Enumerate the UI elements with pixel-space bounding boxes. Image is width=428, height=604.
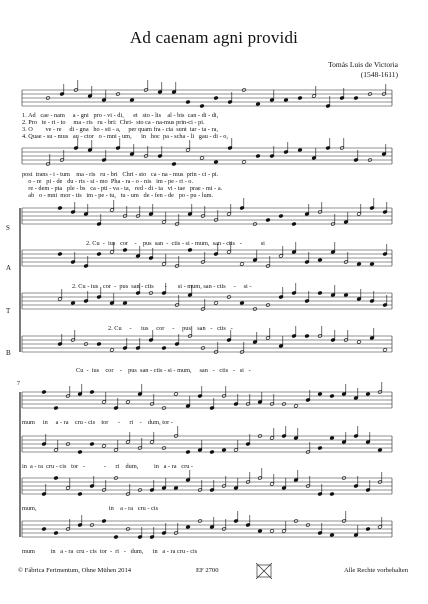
system2-lyric-soprano: mum in a - ra cru - cis tor - ri - dum, tor - xyxy=(22,419,173,426)
rights-notice: Alle Rechte vorbehalten xyxy=(344,567,409,574)
system2-lyric-tenor: mum, in a - ra cru - cis xyxy=(22,505,159,512)
catalog-number: EF 2700 xyxy=(196,567,219,574)
voice-label-soprano: S xyxy=(6,224,10,232)
system1-lyric-tenor: 2. Cu - ius cor - pus san - ctis - xyxy=(108,325,233,332)
system2-lyric-bass: mum in a - ra cru - cis tor - ri - dum, in a - ra cru - cis xyxy=(22,548,198,555)
measure-number: 7 xyxy=(17,381,20,387)
chant-verse-2b: o - re pi - de du - ris - si - mo Pha - ra - o - nis im - pe - ri - o. xyxy=(22,178,194,185)
chant-verse-1a: 1. Ad cae - nam a - gni pro - vi - di, et sto - lis al - bis can - di - di, xyxy=(22,112,219,119)
voice-label-bass: B xyxy=(6,349,11,357)
voice-label-alto: A xyxy=(6,264,12,272)
system1-lyric-alto: 2. Cu - ius cor - pus san - ctis - si - mum, san - ctis - si - xyxy=(72,283,252,290)
chant-verse-4a: 4. Quae - su - mus au - ctor o - mni - um, in hoc pa - scha - li gau - di - o, xyxy=(22,133,229,140)
page-title: Ad caenam agni providi xyxy=(129,28,299,47)
chant-verse-2a: 2. Pro te - ri - to ma - ris ru - bri: Chri- sto ca - na-mus prin-ci - pi. xyxy=(22,119,205,126)
composer-name: Tomás Luis de Victoria xyxy=(328,60,398,69)
chant-verse-3a: 3. O ve - re di - gna ho - sti - a, per quam fra - cta sunt tar - ta - ra, xyxy=(22,126,219,133)
voice-label-tenor: T xyxy=(6,307,11,315)
system1-lyric-bass: Cu - ius cor - pus san - ctis - si - mum, san - ctis - si - xyxy=(76,367,251,374)
chant-verse-4b: ab o - mni mor - tis im - pe - tu, tu - um de - fen - de po - pu - lum. xyxy=(22,192,214,199)
copyright-notice: © Fábrica Ferimentum, Ohne Mühen 2014 xyxy=(18,567,132,574)
system2-lyric-alto: in a - ra cru - cis tor - - ri dum, in a - ra cru - xyxy=(22,463,194,470)
chant-verse-1b: post trans - i - tum ma - ris ru - bri Chri - sto ca - na - mus prin - ci - pi. xyxy=(22,171,219,178)
no-copy-stamp-icon xyxy=(254,561,274,581)
chant-verse-3b: re - dem - pta ple - bs ca - pti - va - ta, red - di - ta vi - tae prae - mi - a. xyxy=(22,185,223,192)
system1-lyric-soprano: 2. Cu - ius cor - pus san - ctis - si - mum, san - ctis - si xyxy=(86,240,265,247)
composer-dates: (1548-1611) xyxy=(360,70,398,79)
